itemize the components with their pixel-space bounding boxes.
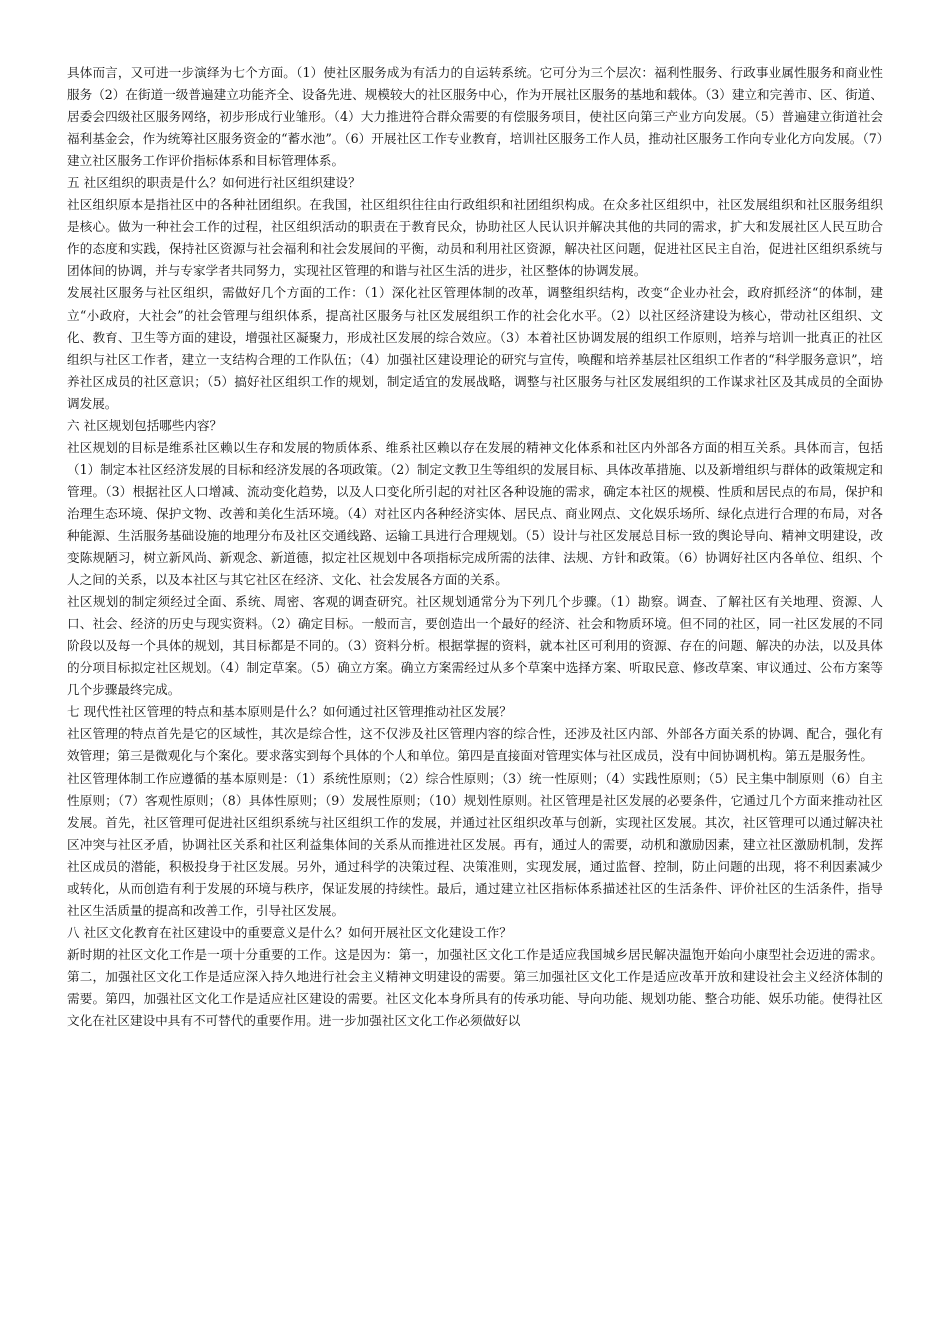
paragraph-community-organization-duties: 社区组织原本是指社区中的各种社团组织。在我国，社区组织往往由行政组织和社团组织构成。在众多社区组织中，社区发展组织和社区服务组织是核心。做为一种社会工作的过程，社区组织活动的职责在于教育民众，协助社区人民认识并解决其他的共同的需求，扩大和发展社区人民互助合作的态度和实践，保持社区资源与社会福利和社会发展间的平衡，动员和利用社区资源，解决社区问题，促进社区民主自治，促进社区组织系统与团体间的协调，并与专家学者共同努力，实现社区管理的和谐与社区生活的进步，社区整体的协调发展。 <box>67 197 883 279</box>
heading-section-8: 八 社区文化教育在社区建设中的重要意义是什么？如何开展社区文化建设工作？ <box>67 924 512 940</box>
heading-section-7: 七 现代性社区管理的特点和基本原则是什么？如何通过社区管理推动社区发展？ <box>67 704 512 720</box>
paragraph-organization-development-tasks: 发展社区服务与社区组织，需做好几个方面的工作：（1）深化社区管理体制的改革，调整组织结构，改变“企业办社会，政府抓经济“的体制，建立“小政府，大社会”的社会管理与组织体系，提高社区服务与社区发展组织工作的社会化水平。（2）以社区经济建设为核心，带动社区组织、文化、教育、卫生等方面的建设，增强社区凝聚力，形成社区发展的综合效应。（3）本着社区协调发展的组织工作原则，培养与培训一批真正的社区组织与社区工作者，建立一支结构合理的工作队伍；（4）加强社区建设理论的研究与宣传，唤醒和培养基层社区组织工作者的“科学服务意识”，培养社区成员的社区意识；（5）搞好社区组织工作的规划，制定适宜的发展战略，调整与社区服务与社区发展组织的工作谋求社区及其成员的全面协调发展。 <box>67 285 883 411</box>
paragraph-planning-steps: 社区规划的制定须经过全面、系统、周密、客观的调查研究。社区规划通常分为下列几个步骤。（1）勘察。调查、了解社区有关地理、资源、人口、社会、经济的历史与现实资料。（2）确定目标。一般而言，要创造出一个最好的经济、社会和物质环境。但不同的社区，同一社区发展的不同阶段以及每一个具体的规划，其目标都是不同的。（3）资料分析。根据掌握的资料，就本社区可利用的资源、存在的问题、解决的办法，以及具体的分项目标拟定社区规划。（4）制定草案。（5）确立方案。确立方案需经过从多个草案中选择方案、听取民意、修改草案、审议通过、公布方案等几个步骤最终完成。 <box>67 594 883 698</box>
heading-section-6: 六 社区规划包括哪些内容？ <box>67 417 223 433</box>
paragraph-planning-goals: 社区规划的目标是维系社区赖以生存和发展的物质体系、维系社区赖以存在发展的精神文化体系和社区内外部各方面的相互关系。具体而言，包括（1）制定本社区经济发展的目标和经济发展的各项政策。（2）制定文教卫生等组织的发展目标、具体改革措施、以及新增组织与群体的政策规定和管理。（3）根据社区人口增减、流动变化趋势，以及人口变化所引起的对社区各种设施的需求，确定本社区的规模、性质和居民点的布局，保护和治理生态环境、保护文物、改善和美化生活环境。（4）对社区内各种经济实体、居民点、商业网点、文化娱乐场所、绿化点进行合理的布局，对各种能源、生活服务基础设施的地理分布及社区交通线路、运输工具进行合理规划。（5）设计与社区发展总目标一致的舆论导向、精神文明建设，改变陈规陋习，树立新风尚、新观念、新道德，拟定社区规划中各项指标完成所需的法律、法规、方针和政策。（6）协调好社区内各单位、组织、个人之间的关系，以及本社区与其它社区在经济、文化、社会发展各方面的关系。 <box>67 439 883 588</box>
paragraph-management-features: 社区管理的特点首先是它的区域性，其次是综合性，这不仅涉及社区管理内容的综合性，还涉及社区内部、外部各方面关系的协调、配合，强化有效管理；第三是微观化与个案化。要求落实到每个具体的个人和单位。第四是直接面对管理实体与社区成员，没有中间协调机构。第五是服务性。 <box>67 726 883 764</box>
heading-section-5: 五 社区组织的职责是什么？如何进行社区组织建设？ <box>67 175 361 191</box>
paragraph-management-principles: 社区管理体制工作应遵循的基本原则是：（1）系统性原则；（2）综合性原则；（3）统一性原则；（4）实践性原则；（5）民主集中制原则（6）自主性原则；（7）客观性原则；（8）具体性原则；（9）发展性原则；（10）规划性原则。社区管理是社区发展的必要条件，它通过几个方面来推动社区发展。首先，社区管理可促进社区组织系统与社区组织工作的发展，并通过社区组织改革与创新，实现社区发展。其次，社区管理可以通过解决社区冲突与社区矛盾，协调社区关系和社区利益集体间的关系从而推进社区发展。再有，通过人的需要，动机和激励因素，建立社区激励机制，发挥社区成员的潜能，积极投身于社区发展。另外，通过科学的决策过程、决策准则，实现发展，通过监督、控制，防止问题的出现，将不利因素减少或转化，从而创造有利于发展的环境与秩序，保证发展的持续性。最后，通过建立社区指标体系描述社区的生活条件、评价社区的生活条件，指导社区生活质量的提高和改善工作，引导社区发展。 <box>67 770 883 918</box>
document-page <box>67 62 883 1032</box>
paragraph-intro-seven-aspects: 具体而言，又可进一步演绎为七个方面。（1）使社区服务成为有活力的自运转系统。它可分为三个层次：福利性服务、行政事业属性服务和商业性服务（2）在街道一级普遍建立功能齐全、设备先进、规模较大的社区服务中心，作为开展社区服务的基地和载体。（3）建立和完善市、区、街道、居委会四级社区服务网络，初步形成行业雏形。（4）大力推进符合群众需要的有偿服务项目，使社区向第三产业方向发展。（5）普遍建立街道社会福利基金会，作为统筹社区服务资金的“蓄水池”。（6）开展社区工作专业教育，培训社区服务工作人员，推动社区服务工作向专业化方向发展。（7）建立社区服务工作评价指标体系和目标管理体系。 <box>67 65 884 169</box>
paragraph-culture-work: 新时期的社区文化工作是一项十分重要的工作。这是因为：第一，加强社区文化工作是适应我国城乡居民解决温饱开始向小康型社会迈进的需求。第二，加强社区文化工作是适应深入持久地进行社会主义精神文明建设的需要。第三加强社区文化工作是适应改革开放和建设社会主义经济体制的需要。第四，加强社区文化工作是适应社区建设的需要。社区文化本身所具有的传承功能、导向功能、规划功能、整合功能、娱乐功能。使得社区文化在社区建设中具有不可替代的重要作用。进一步加强社区文化工作必须做好以 <box>67 946 883 1029</box>
